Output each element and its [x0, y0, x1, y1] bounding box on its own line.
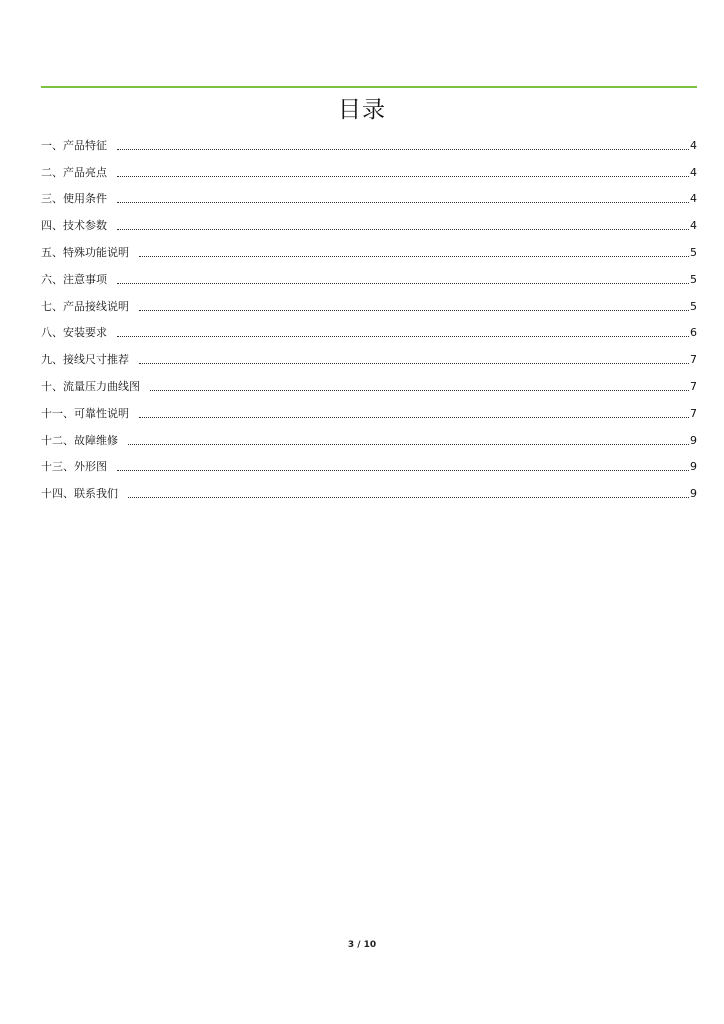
toc-dot-leader	[117, 229, 689, 230]
toc-entry[interactable]	[41, 474, 697, 501]
toc-dot-leader	[150, 390, 689, 391]
toc-entry-page: 5	[690, 299, 697, 313]
toc-dot-leader	[117, 149, 689, 150]
toc-entry[interactable]	[41, 367, 697, 394]
toc-dot-leader	[117, 336, 689, 337]
toc-entry-label: 十二、故障维修	[41, 433, 118, 447]
toc-entry-label: 十三、外形图	[41, 460, 107, 474]
toc-list	[41, 126, 697, 501]
toc-entry[interactable]	[41, 153, 697, 180]
toc-entry-label: 十四、联系我们	[41, 487, 118, 501]
toc-entry-page: 6	[690, 326, 697, 340]
toc-entry-label: 五、特殊功能说明	[41, 245, 129, 259]
toc-entry[interactable]	[41, 394, 697, 421]
toc-dot-leader	[117, 470, 689, 471]
header-rule	[41, 86, 697, 88]
toc-entry-page: 4	[690, 165, 697, 179]
toc-dot-leader	[128, 444, 689, 445]
toc-entry-page: 9	[690, 433, 697, 447]
toc-entry[interactable]	[41, 260, 697, 287]
toc-entry[interactable]	[41, 126, 697, 153]
toc-entry[interactable]	[41, 206, 697, 233]
toc-entry-page: 4	[690, 138, 697, 152]
toc-entry-page: 5	[690, 272, 697, 286]
toc-entry-page: 7	[690, 379, 697, 393]
toc-entry-label: 十、流量压力曲线图	[41, 379, 140, 393]
page-number: 3 / 10	[347, 940, 377, 950]
toc-dot-leader	[117, 283, 689, 284]
toc-entry[interactable]	[41, 180, 697, 207]
toc-entry[interactable]	[41, 448, 697, 475]
toc-entry-label: 六、注意事项	[41, 272, 107, 286]
toc-dot-leader	[117, 176, 689, 177]
toc-dot-leader	[139, 363, 689, 364]
toc-entry-label: 七、产品接线说明	[41, 299, 129, 313]
toc-dot-leader	[128, 497, 689, 498]
toc-entry-page: 9	[690, 487, 697, 501]
toc-entry-page: 4	[690, 192, 697, 206]
toc-entry-page: 5	[690, 245, 697, 259]
toc-dot-leader	[139, 310, 689, 311]
toc-entry-label: 九、接线尺寸推荐	[41, 353, 129, 367]
toc-entry[interactable]	[41, 421, 697, 448]
toc-entry[interactable]	[41, 340, 697, 367]
toc-entry[interactable]	[41, 233, 697, 260]
toc-entry[interactable]	[41, 287, 697, 314]
toc-entry[interactable]	[41, 314, 697, 341]
toc-entry-label: 三、使用条件	[41, 192, 107, 206]
toc-dot-leader	[139, 417, 689, 418]
toc-entry-page: 4	[690, 219, 697, 233]
toc-dot-leader	[139, 256, 689, 257]
toc-entry-label: 四、技术参数	[41, 219, 107, 233]
toc-entry-label: 一、产品特征	[41, 138, 107, 152]
toc-entry-label: 十一、可靠性说明	[41, 406, 129, 420]
toc-entry-label: 二、产品亮点	[41, 165, 107, 179]
toc-entry-page: 7	[690, 406, 697, 420]
toc-entry-page: 9	[690, 460, 697, 474]
toc-entry-page: 7	[690, 353, 697, 367]
toc-entry-label: 八、安装要求	[41, 326, 107, 340]
toc-dot-leader	[117, 202, 689, 203]
toc-title: 目录	[338, 97, 386, 123]
